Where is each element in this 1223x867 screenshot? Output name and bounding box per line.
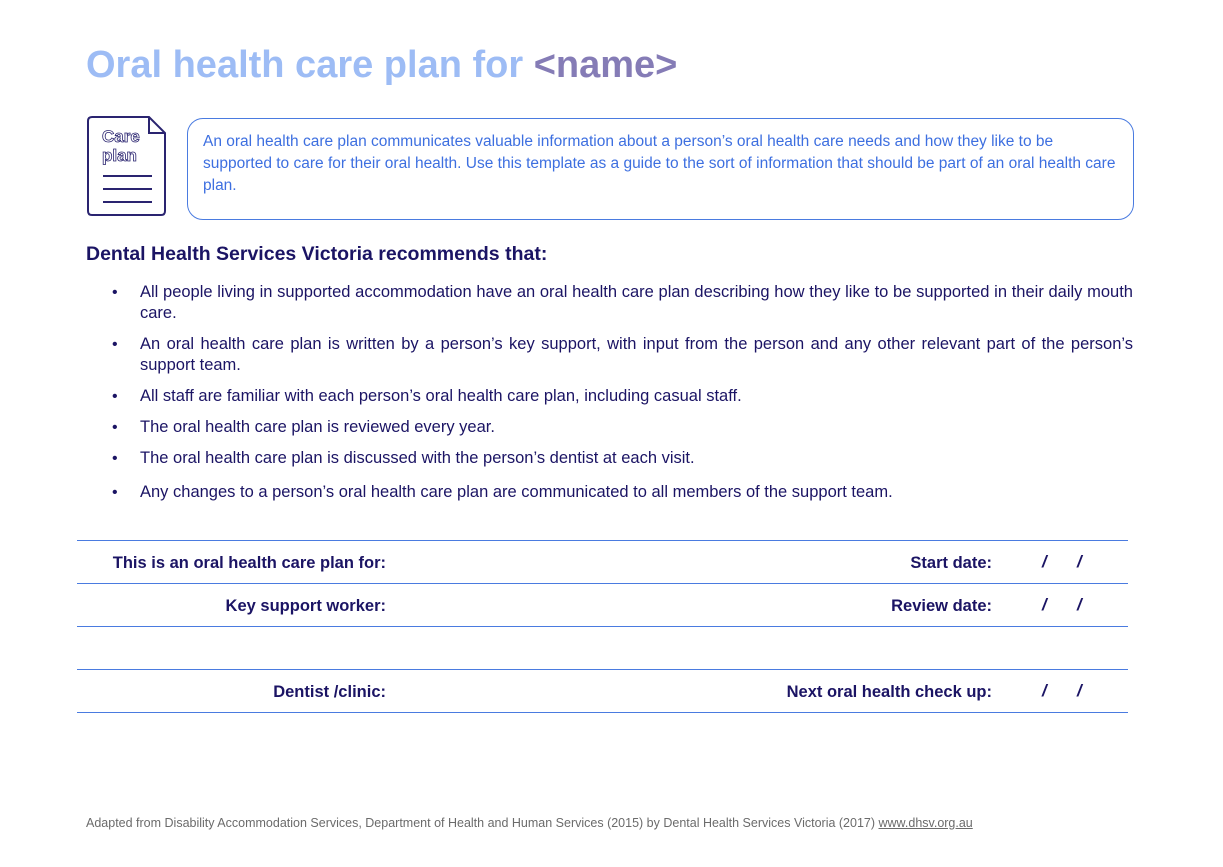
care-plan-document-icon: [87, 115, 167, 217]
list-item: • Any changes to a person’s oral health care plan are communicated to all members of the support team.: [110, 482, 1133, 503]
list-item: • All people living in supported accommodation have an oral health care plan describing how they like to be supported in their daily mouth care.: [110, 282, 1133, 324]
title-prefix: Oral health care plan for: [86, 44, 534, 86]
footer-website-link[interactable]: www.dhsv.org.au: [878, 816, 973, 830]
start-date-separator: /: [1077, 552, 1082, 571]
intro-box: [187, 118, 1134, 220]
plan-details-form: [77, 540, 1128, 713]
list-item: • The oral health care plan is discussed with the person’s dentist at each visit.: [110, 448, 1133, 469]
icon-label-plan: plan: [102, 146, 137, 165]
start-date-label: Start date:: [910, 554, 992, 572]
footer-text: Adapted from Disability Accommodation Services, Department of Health and Human Services (2015) by Dental Health Services Victoria (2017): [86, 816, 879, 830]
review-date-separator: /: [1077, 595, 1082, 614]
dentist-clinic-label: Dentist /clinic:: [273, 683, 386, 701]
list-item: • All staff are familiar with each person’s oral health care plan, including casual staff.: [110, 386, 1133, 407]
review-date-label: Review date:: [891, 597, 992, 615]
next-check-up-separator: /: [1077, 681, 1082, 700]
recommendations-list: [110, 282, 1133, 503]
recommendations-heading: Dental Health Services Victoria recommends that:: [86, 243, 548, 265]
intro-text: An oral health care plan communicates valuable information about a person’s oral health care needs and how they like to be supported to care for their oral health. Use this template as a guide to the sort of information that should be part of an oral health care plan.: [203, 133, 1116, 194]
start-date-separator: /: [1042, 552, 1047, 571]
list-item: • The oral health care plan is reviewed every year.: [110, 417, 1133, 438]
footer-attribution: [86, 816, 973, 830]
form-row-plan-for[interactable]: [77, 540, 1128, 583]
form-row-blank[interactable]: [77, 626, 1128, 669]
page-title: [86, 44, 677, 87]
icon-label-care: Care: [102, 127, 140, 146]
review-date-separator: /: [1042, 595, 1047, 614]
key-support-worker-label: Key support worker:: [225, 597, 386, 615]
form-row-dentist[interactable]: [77, 669, 1128, 713]
plan-for-label: This is an oral health care plan for:: [112, 554, 386, 572]
form-row-key-support[interactable]: [77, 583, 1128, 626]
next-check-up-label: Next oral health check up:: [786, 683, 992, 701]
next-check-up-separator: /: [1042, 681, 1047, 700]
list-item: • An oral health care plan is written by a person’s key support, with input from the person and any other relevant part of the person’s support team.: [110, 334, 1133, 376]
title-name-placeholder: <name>: [533, 44, 678, 86]
